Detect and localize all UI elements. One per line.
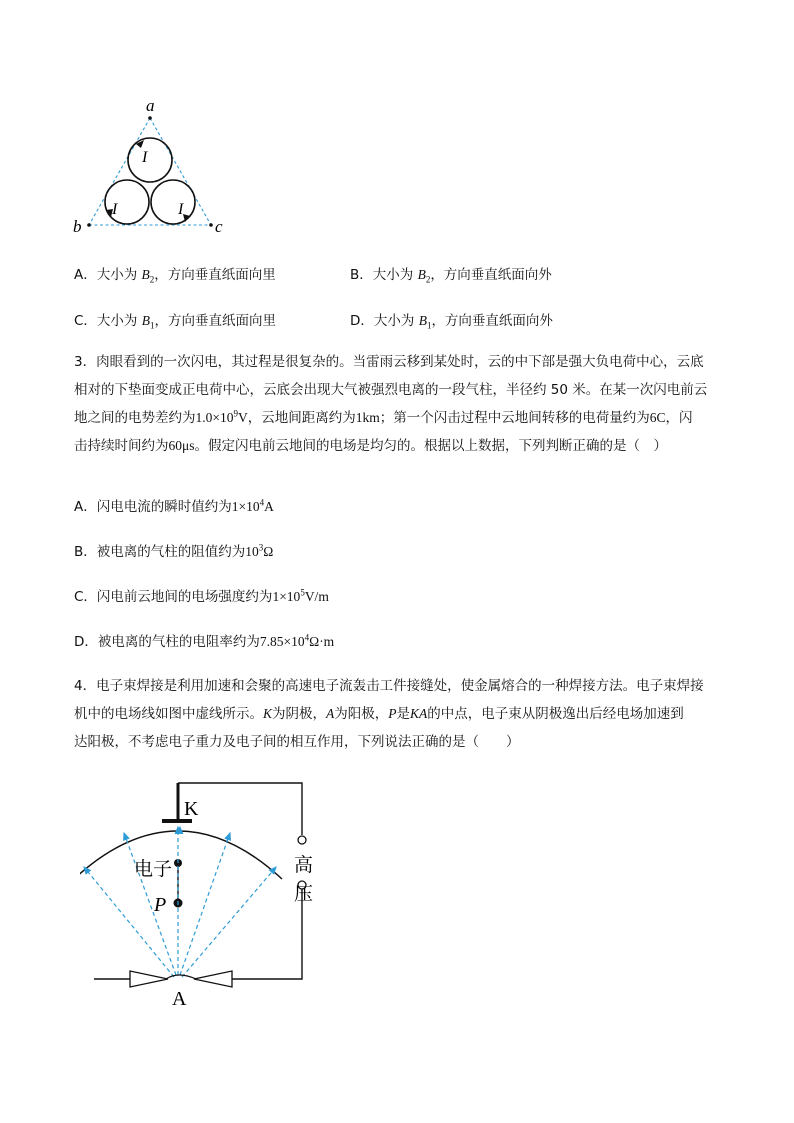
current-label-left: I (112, 201, 118, 218)
cathode-arc (80, 831, 282, 879)
vertex-dot-c (209, 223, 213, 227)
anode-left (130, 971, 168, 987)
figure-triangle-currents (60, 92, 240, 242)
q2-option-a: A．大小为 $B_2$，方向垂直纸面向里 (74, 267, 276, 285)
q3-option-a: A．闪电电流的瞬时值约为$1\times 10^4A$ (74, 497, 274, 515)
question-3-stem (74, 348, 726, 460)
q3-line-3: 地之间的电势差约为$1.0\times 10^9V$，云地间距离约为1km；第一个闪击过程中云地间转移的电荷量约为6C，闪 (74, 408, 693, 426)
q4-line-3: 达阳极，不考虑电子重力及电子间的相互作用，下列说法正确的是（ ） (74, 734, 520, 750)
q3-option-b: B．被电离的气柱的阻值约为$10^3\Omega$ (74, 542, 274, 560)
q4-line-1: 4．电子束焊接是利用加速和会聚的高速电子流轰击工件接缝处，使金属熔合的一种焊接方法。电子束焊接 (74, 678, 704, 694)
loop-top (128, 138, 172, 182)
vertex-dot-a (148, 116, 152, 120)
current-label-top: I (142, 149, 148, 166)
vertex-label-a: a (146, 96, 155, 115)
figure-electron-beam (80, 775, 340, 1015)
label-high: 高 (294, 854, 314, 876)
label-voltage: 压 (294, 883, 314, 905)
q4-line-2: 机中的电场线如图中虚线所示。K为阴极，A为阳极，P是KA的中点，电子束从阴极逸出后经电场加速到 (74, 706, 684, 722)
vertex-dot-b (87, 223, 91, 227)
q3-option-d: D．被电离的气柱的电阻率约为$7.85\times 10^4\Omega\cdot m$ (74, 632, 335, 650)
label-k: K (184, 798, 199, 820)
anode-cup (166, 975, 196, 979)
terminal-top (298, 836, 306, 844)
triangle-outline (89, 118, 211, 225)
label-a: A (172, 988, 187, 1010)
anode-right (194, 971, 232, 987)
label-electron: 电子 (134, 858, 173, 880)
q3-line-1: 3．肉眼看到的一次闪电，其过程是很复杂的。当雷雨云移到某处时，云的中下部是强大负电荷中心，云底 (74, 354, 704, 370)
label-p: P (154, 894, 167, 916)
vertex-label-c: c (215, 217, 223, 236)
q2-option-c: C．大小为 $B_1$，方向垂直纸面向里 (74, 313, 276, 331)
q2-option-d: D．大小为 $B_1$，方向垂直纸面向外 (350, 313, 553, 331)
q3-option-c: C．闪电前云地间的电场强度约为$1\times 10^5V/m$ (74, 587, 329, 605)
question-4-stem (74, 672, 726, 756)
q3-line-4: 击持续时间约为60μs。假定闪电前云地间的电场是均匀的。根据以上数据，下列判断正确的是（ ） (74, 438, 667, 454)
q2-option-b: B．大小为 $B_2$，方向垂直纸面向外 (350, 267, 552, 285)
q3-line-2: 相对的下垫面变成正电荷中心，云底会出现大气被强烈电离的一段气柱，半径约 50 米。在某一次闪电前云 (74, 382, 708, 398)
vertex-label-b: b (73, 217, 82, 236)
current-label-right: I (178, 201, 184, 218)
